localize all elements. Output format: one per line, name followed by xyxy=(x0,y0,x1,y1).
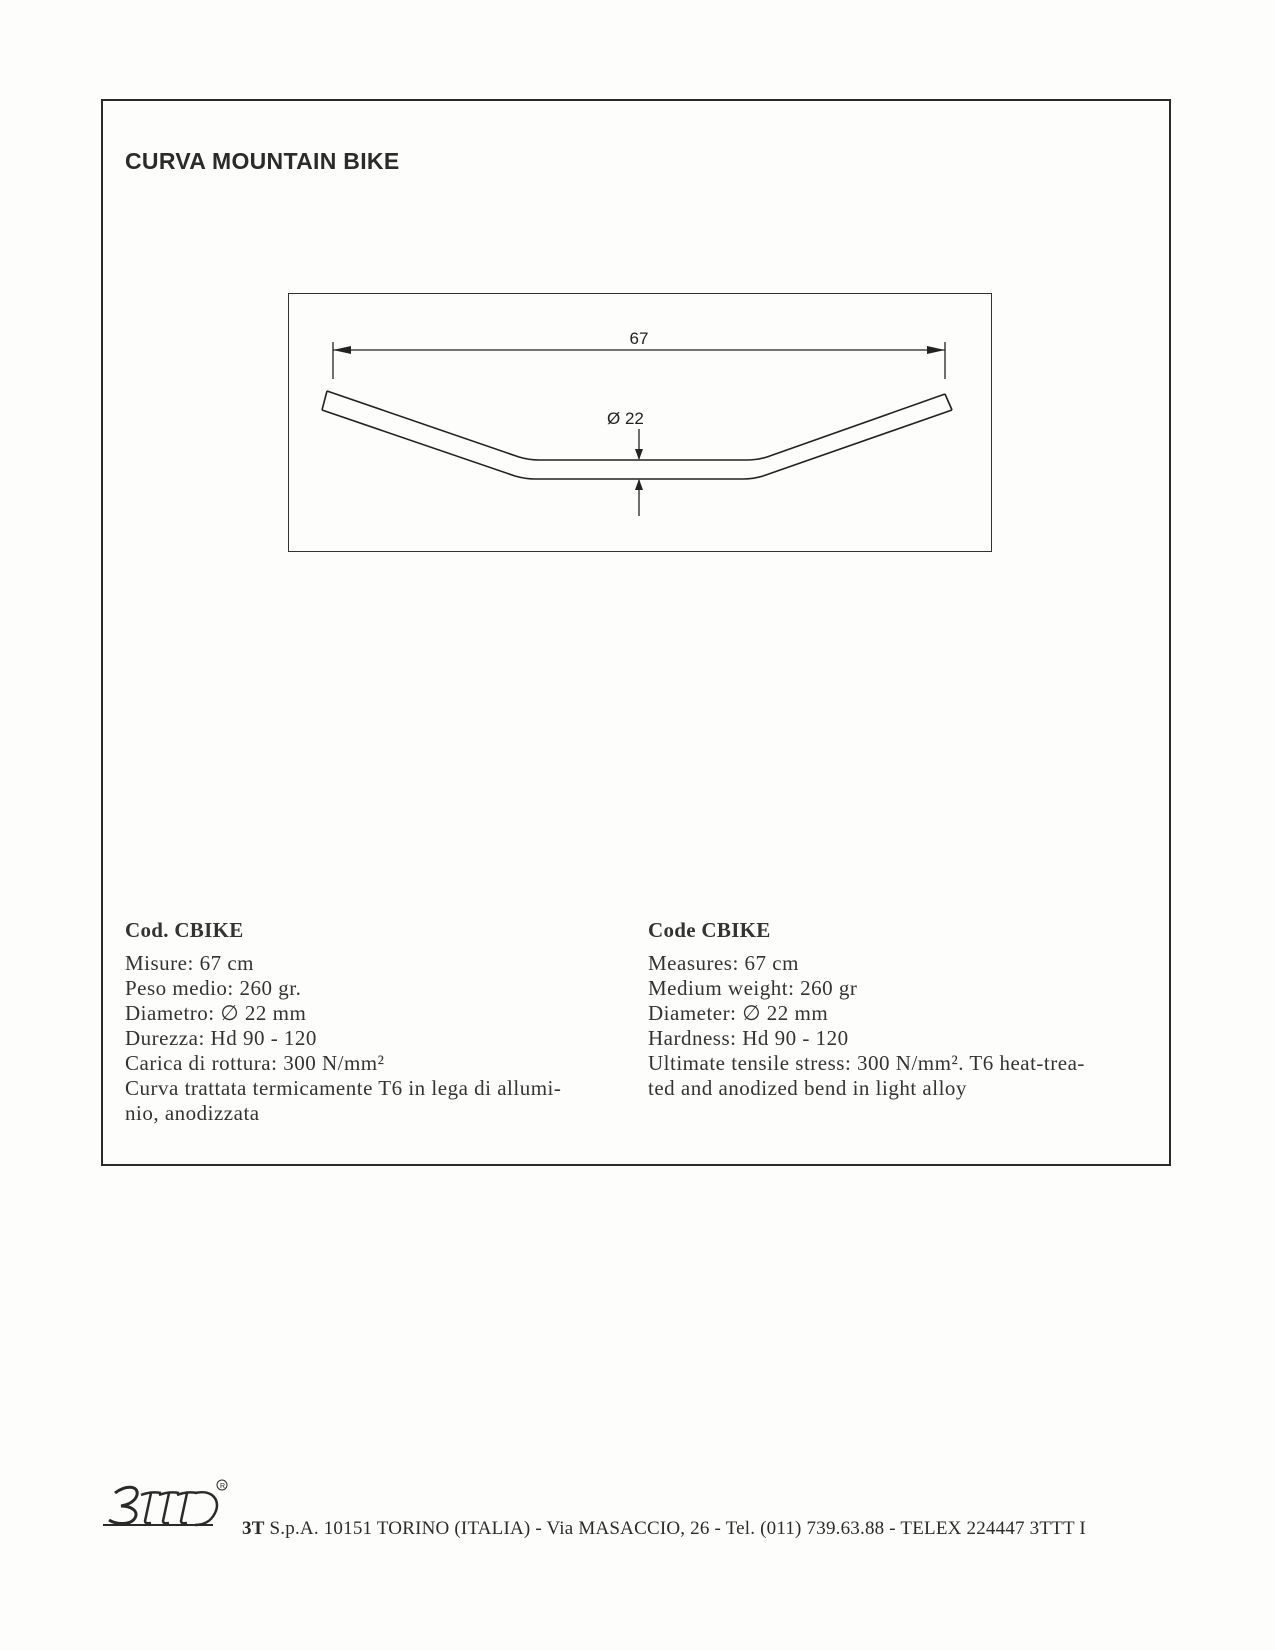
spec-line: Diametro: ∅ 22 mm xyxy=(125,1001,307,1025)
width-label: 67 xyxy=(629,329,649,348)
spec-line: Carica di rottura: 300 N/mm² xyxy=(125,1051,385,1075)
spec-english xyxy=(648,918,1158,1101)
diameter-arrow-top xyxy=(635,449,643,460)
arrow-right xyxy=(927,346,945,354)
handlebar-drawing xyxy=(289,294,993,553)
diameter-arrow-bottom xyxy=(635,479,643,490)
page-title: CURVA MOUNTAIN BIKE xyxy=(125,148,400,174)
arrow-left xyxy=(333,346,351,354)
spec-line: Durezza: Hd 90 - 120 xyxy=(125,1026,317,1050)
product-code-en: Code CBIKE xyxy=(648,918,771,942)
spec-line: Hardness: Hd 90 - 120 xyxy=(648,1026,849,1050)
footer-address-text: S.p.A. 10151 TORINO (ITALIA) - Via MASACCIO, 26 - Tel. (011) 739.63.88 - TELEX 224447 3TTT I xyxy=(264,1518,1086,1539)
spec-italian xyxy=(125,918,635,1126)
spec-line: Ultimate tensile stress: 300 N/mm². T6 heat-trea- xyxy=(648,1051,1085,1075)
spec-line: Diameter: ∅ 22 mm xyxy=(648,1001,829,1025)
handlebar-end-left xyxy=(322,391,327,410)
technical-drawing xyxy=(288,293,992,552)
footer-address xyxy=(242,1518,1086,1540)
spec-line: nio, anodizzata xyxy=(125,1101,260,1125)
spec-line: ted and anodized bend in light alloy xyxy=(648,1076,967,1100)
footer-company: 3T xyxy=(242,1518,265,1539)
diameter-label: Ø 22 xyxy=(607,409,644,428)
company-logo xyxy=(95,1475,235,1540)
spec-line: Misure: 67 cm xyxy=(125,951,254,975)
svg-text:R: R xyxy=(220,1483,226,1490)
spec-line: Medium weight: 260 gr xyxy=(648,976,858,1000)
spec-line: Measures: 67 cm xyxy=(648,951,799,975)
spec-line: Curva trattata termicamente T6 in lega di allumi- xyxy=(125,1076,562,1100)
spec-line: Peso medio: 260 gr. xyxy=(125,976,302,1000)
handlebar-end-right xyxy=(945,394,952,410)
product-code-it: Cod. CBIKE xyxy=(125,918,244,942)
